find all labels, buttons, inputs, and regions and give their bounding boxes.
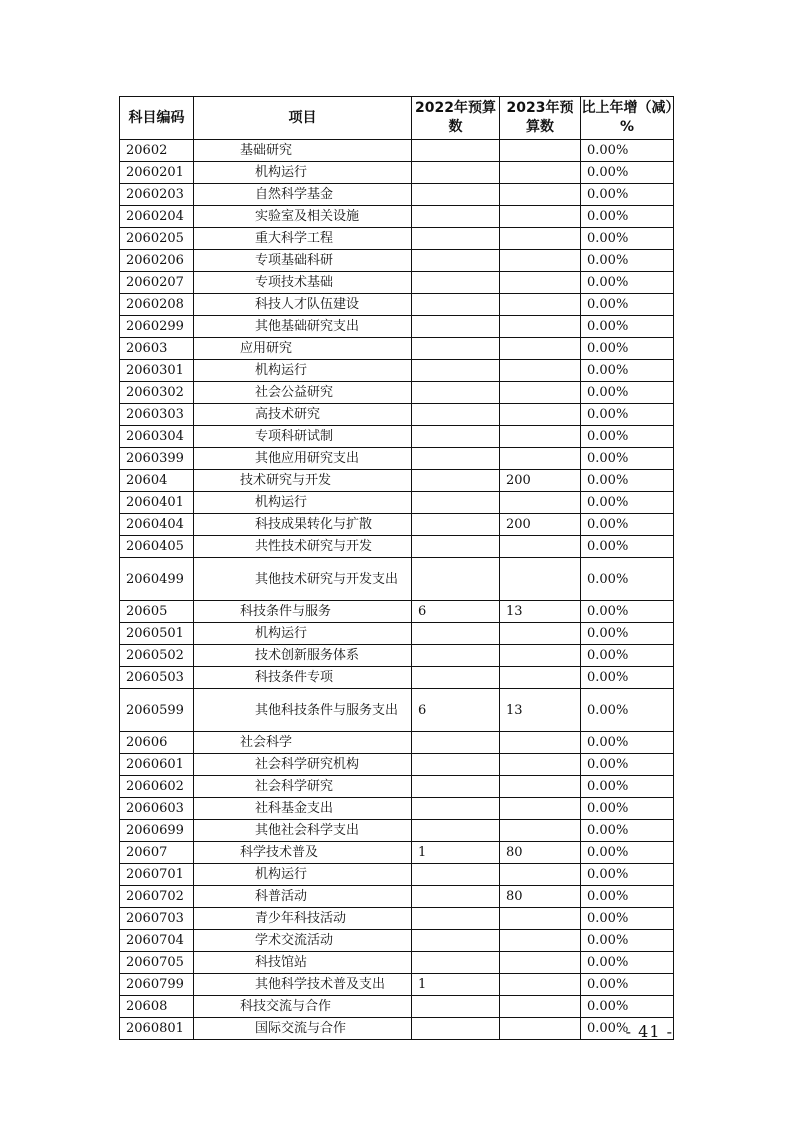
item-name-text: 青少年科技活动 <box>255 911 347 926</box>
cell-change-percent: 0.00% <box>581 316 674 338</box>
item-name-text: 机构运行 <box>255 626 308 641</box>
cell-2022-budget: 1 <box>412 842 500 864</box>
item-name-text: 技术创新服务体系 <box>255 648 360 663</box>
table-row <box>120 514 674 536</box>
cell-item-name <box>194 952 412 974</box>
cell-code: 2060301 <box>120 360 194 382</box>
cell-change-percent: 0.00% <box>581 820 674 842</box>
table-row <box>120 448 674 470</box>
cell-2023-budget <box>500 426 581 448</box>
cell-code: 20602 <box>120 140 194 162</box>
cell-2022-budget <box>412 667 500 689</box>
cell-2022-budget <box>412 294 500 316</box>
table-row <box>120 206 674 228</box>
cell-2023-budget: 13 <box>500 601 581 623</box>
cell-item-name <box>194 162 412 184</box>
cell-item-name <box>194 732 412 754</box>
table-row <box>120 316 674 338</box>
table-row <box>120 492 674 514</box>
item-name-text: 高技术研究 <box>255 407 321 422</box>
cell-code: 2060304 <box>120 426 194 448</box>
header-item: 项目 <box>194 97 412 140</box>
cell-change-percent: 0.00% <box>581 974 674 996</box>
table-row <box>120 601 674 623</box>
cell-item-name <box>194 206 412 228</box>
cell-item-name <box>194 184 412 206</box>
item-name-text: 国际交流与合作 <box>255 1021 347 1036</box>
cell-item-name <box>194 470 412 492</box>
table-row <box>120 470 674 492</box>
cell-code: 2060399 <box>120 448 194 470</box>
cell-change-percent: 0.00% <box>581 952 674 974</box>
item-name-text: 自然科学基金 <box>255 187 334 202</box>
item-name-text: 基础研究 <box>240 143 293 158</box>
cell-code: 2060401 <box>120 492 194 514</box>
cell-2022-budget <box>412 514 500 536</box>
cell-2022-budget <box>412 492 500 514</box>
cell-2022-budget <box>412 776 500 798</box>
cell-2023-budget: 80 <box>500 842 581 864</box>
item-name-text: 社会科学 <box>240 735 293 750</box>
item-name-text: 共性技术研究与开发 <box>255 539 373 554</box>
cell-code: 2060208 <box>120 294 194 316</box>
cell-2022-budget: 1 <box>412 974 500 996</box>
header-code: 科目编码 <box>120 97 194 140</box>
cell-code: 2060204 <box>120 206 194 228</box>
item-name-text: 机构运行 <box>255 363 308 378</box>
cell-code: 2060501 <box>120 623 194 645</box>
table-row <box>120 294 674 316</box>
cell-change-percent: 0.00% <box>581 908 674 930</box>
table-row <box>120 864 674 886</box>
cell-2023-budget <box>500 206 581 228</box>
cell-2023-budget <box>500 864 581 886</box>
page-number: - 41 - <box>625 1022 673 1041</box>
cell-item-name <box>194 930 412 952</box>
cell-2023-budget <box>500 820 581 842</box>
cell-code: 2060601 <box>120 754 194 776</box>
item-name-text: 社会科学研究 <box>255 779 334 794</box>
cell-2022-budget <box>412 645 500 667</box>
item-name-text: 科技条件专项 <box>255 670 334 685</box>
cell-item-name <box>194 382 412 404</box>
cell-item-name <box>194 601 412 623</box>
cell-code: 2060503 <box>120 667 194 689</box>
header-row <box>120 97 674 140</box>
item-name-text: 其他科学技术普及支出 <box>255 977 386 992</box>
cell-2023-budget <box>500 930 581 952</box>
cell-2022-budget <box>412 908 500 930</box>
cell-code: 20605 <box>120 601 194 623</box>
cell-change-percent: 0.00% <box>581 689 674 732</box>
cell-2023-budget <box>500 140 581 162</box>
item-name-text: 应用研究 <box>240 341 293 356</box>
cell-change-percent: 0.00% <box>581 536 674 558</box>
table-row <box>120 623 674 645</box>
item-name-text: 机构运行 <box>255 165 308 180</box>
cell-2023-budget <box>500 798 581 820</box>
table-row <box>120 776 674 798</box>
table-row <box>120 908 674 930</box>
cell-2022-budget <box>412 382 500 404</box>
cell-2023-budget <box>500 382 581 404</box>
cell-code: 2060603 <box>120 798 194 820</box>
cell-code: 2060404 <box>120 514 194 536</box>
cell-item-name <box>194 974 412 996</box>
cell-2023-budget <box>500 404 581 426</box>
cell-2022-budget <box>412 886 500 908</box>
item-name-text: 社会公益研究 <box>255 385 334 400</box>
cell-change-percent: 0.00% <box>581 886 674 908</box>
cell-change-percent: 0.00% <box>581 776 674 798</box>
cell-change-percent: 0.00% <box>581 864 674 886</box>
cell-code: 2060203 <box>120 184 194 206</box>
cell-change-percent: 0.00% <box>581 930 674 952</box>
cell-2023-budget <box>500 732 581 754</box>
cell-2023-budget <box>500 536 581 558</box>
cell-change-percent: 0.00% <box>581 338 674 360</box>
cell-change-percent: 0.00% <box>581 228 674 250</box>
cell-code: 2060205 <box>120 228 194 250</box>
cell-item-name <box>194 1018 412 1040</box>
table-row <box>120 754 674 776</box>
item-name-text: 科技交流与合作 <box>240 999 332 1014</box>
cell-2022-budget <box>412 448 500 470</box>
table-row <box>120 558 674 601</box>
cell-item-name <box>194 996 412 1018</box>
table-row <box>120 689 674 732</box>
item-name-text: 科技成果转化与扩散 <box>255 517 373 532</box>
cell-code: 20604 <box>120 470 194 492</box>
cell-2023-budget: 200 <box>500 470 581 492</box>
item-name-text: 其他基础研究支出 <box>255 319 360 334</box>
cell-code: 2060201 <box>120 162 194 184</box>
cell-2023-budget: 80 <box>500 886 581 908</box>
cell-code: 2060206 <box>120 250 194 272</box>
cell-2023-budget <box>500 492 581 514</box>
header-change-percent: 比上年增（减）% <box>581 97 674 140</box>
item-name-text: 机构运行 <box>255 495 308 510</box>
cell-2022-budget <box>412 228 500 250</box>
cell-code: 2060405 <box>120 536 194 558</box>
table-row <box>120 1018 674 1040</box>
cell-code: 2060705 <box>120 952 194 974</box>
item-name-text: 重大科学工程 <box>255 231 334 246</box>
cell-2022-budget <box>412 536 500 558</box>
table-row <box>120 338 674 360</box>
cell-item-name <box>194 338 412 360</box>
cell-change-percent: 0.00% <box>581 996 674 1018</box>
cell-2023-budget: 13 <box>500 689 581 732</box>
cell-item-name <box>194 228 412 250</box>
cell-change-percent: 0.00% <box>581 382 674 404</box>
cell-2022-budget <box>412 798 500 820</box>
cell-2022-budget <box>412 930 500 952</box>
cell-2022-budget: 6 <box>412 689 500 732</box>
cell-2023-budget <box>500 448 581 470</box>
cell-item-name <box>194 492 412 514</box>
cell-code: 20608 <box>120 996 194 1018</box>
cell-code: 2060299 <box>120 316 194 338</box>
cell-code: 2060704 <box>120 930 194 952</box>
table-row <box>120 404 674 426</box>
cell-change-percent: 0.00% <box>581 448 674 470</box>
item-name-text: 科普活动 <box>255 889 308 904</box>
cell-item-name <box>194 667 412 689</box>
cell-item-name <box>194 776 412 798</box>
header-2023-budget: 2023年预算数 <box>500 97 581 140</box>
cell-change-percent: 0.00% <box>581 140 674 162</box>
cell-item-name <box>194 820 412 842</box>
cell-item-name <box>194 514 412 536</box>
item-name-text: 专项科研试制 <box>255 429 334 444</box>
table-row <box>120 382 674 404</box>
cell-code: 2060703 <box>120 908 194 930</box>
table-row <box>120 952 674 974</box>
cell-2022-budget <box>412 732 500 754</box>
cell-change-percent: 0.00% <box>581 162 674 184</box>
table-body <box>120 140 674 1040</box>
cell-2023-budget <box>500 754 581 776</box>
cell-change-percent: 0.00% <box>581 754 674 776</box>
cell-code: 2060701 <box>120 864 194 886</box>
cell-change-percent: 0.00% <box>581 404 674 426</box>
cell-change-percent: 0.00% <box>581 1018 674 1040</box>
table-row <box>120 930 674 952</box>
cell-change-percent: 0.00% <box>581 514 674 536</box>
cell-item-name <box>194 140 412 162</box>
cell-item-name <box>194 404 412 426</box>
table-row <box>120 536 674 558</box>
cell-2023-budget <box>500 667 581 689</box>
cell-2022-budget <box>412 206 500 228</box>
table-row <box>120 842 674 864</box>
table-header <box>120 97 674 140</box>
cell-2022-budget <box>412 404 500 426</box>
cell-2023-budget <box>500 184 581 206</box>
cell-2022-budget <box>412 996 500 1018</box>
item-name-text: 其他应用研究支出 <box>255 451 360 466</box>
item-name-text: 机构运行 <box>255 867 308 882</box>
cell-2023-budget <box>500 558 581 601</box>
cell-2022-budget: 6 <box>412 601 500 623</box>
cell-item-name <box>194 886 412 908</box>
cell-code: 2060702 <box>120 886 194 908</box>
cell-code: 20607 <box>120 842 194 864</box>
cell-change-percent: 0.00% <box>581 732 674 754</box>
table-row <box>120 645 674 667</box>
cell-change-percent: 0.00% <box>581 206 674 228</box>
cell-item-name <box>194 798 412 820</box>
table-row <box>120 974 674 996</box>
cell-code: 20603 <box>120 338 194 360</box>
cell-2022-budget <box>412 754 500 776</box>
item-name-text: 其他科技条件与服务支出 <box>255 702 399 718</box>
item-name-text: 专项基础科研 <box>255 253 334 268</box>
table-row <box>120 426 674 448</box>
cell-item-name <box>194 250 412 272</box>
cell-change-percent: 0.00% <box>581 601 674 623</box>
cell-2022-budget <box>412 864 500 886</box>
item-name-text: 技术研究与开发 <box>240 473 332 488</box>
item-name-text: 其他技术研究与开发支出 <box>255 571 399 587</box>
cell-2022-budget <box>412 820 500 842</box>
cell-code: 2060602 <box>120 776 194 798</box>
cell-item-name <box>194 360 412 382</box>
cell-change-percent: 0.00% <box>581 492 674 514</box>
cell-2022-budget <box>412 162 500 184</box>
cell-change-percent: 0.00% <box>581 798 674 820</box>
cell-2023-budget <box>500 228 581 250</box>
cell-2022-budget <box>412 360 500 382</box>
item-name-text: 科学技术普及 <box>240 845 319 860</box>
cell-code: 2060799 <box>120 974 194 996</box>
cell-2023-budget <box>500 645 581 667</box>
item-name-text: 学术交流活动 <box>255 933 334 948</box>
cell-code: 2060502 <box>120 645 194 667</box>
table-row <box>120 140 674 162</box>
cell-2022-budget <box>412 952 500 974</box>
table-row <box>120 820 674 842</box>
cell-2023-budget <box>500 294 581 316</box>
cell-change-percent: 0.00% <box>581 272 674 294</box>
table-row <box>120 162 674 184</box>
item-name-text: 实验室及相关设施 <box>255 209 360 224</box>
table-row <box>120 272 674 294</box>
cell-2023-budget <box>500 250 581 272</box>
cell-2022-budget <box>412 184 500 206</box>
cell-change-percent: 0.00% <box>581 842 674 864</box>
budget-table <box>119 96 674 1040</box>
table-row <box>120 184 674 206</box>
cell-change-percent: 0.00% <box>581 360 674 382</box>
table-row <box>120 250 674 272</box>
cell-item-name <box>194 448 412 470</box>
cell-change-percent: 0.00% <box>581 667 674 689</box>
cell-2022-budget <box>412 426 500 448</box>
cell-change-percent: 0.00% <box>581 645 674 667</box>
cell-change-percent: 0.00% <box>581 426 674 448</box>
cell-change-percent: 0.00% <box>581 294 674 316</box>
cell-2023-budget <box>500 952 581 974</box>
table-row <box>120 996 674 1018</box>
item-name-text: 科技馆站 <box>255 955 308 970</box>
cell-2022-budget <box>412 250 500 272</box>
cell-change-percent: 0.00% <box>581 558 674 601</box>
cell-change-percent: 0.00% <box>581 623 674 645</box>
cell-2023-budget <box>500 776 581 798</box>
cell-2022-budget <box>412 1018 500 1040</box>
item-name-text: 社科基金支出 <box>255 801 334 816</box>
cell-2023-budget <box>500 1018 581 1040</box>
cell-2023-budget <box>500 623 581 645</box>
table-row <box>120 732 674 754</box>
cell-item-name <box>194 864 412 886</box>
cell-2023-budget <box>500 908 581 930</box>
cell-code: 2060302 <box>120 382 194 404</box>
table-row <box>120 667 674 689</box>
header-2022-budget: 2022年预算数 <box>412 97 500 140</box>
cell-2022-budget <box>412 272 500 294</box>
cell-2023-budget <box>500 162 581 184</box>
cell-item-name <box>194 558 412 601</box>
cell-item-name <box>194 272 412 294</box>
cell-item-name <box>194 536 412 558</box>
table-row <box>120 886 674 908</box>
cell-item-name <box>194 842 412 864</box>
cell-2023-budget <box>500 338 581 360</box>
cell-item-name <box>194 316 412 338</box>
item-name-text: 科技人才队伍建设 <box>255 297 360 312</box>
cell-change-percent: 0.00% <box>581 250 674 272</box>
table-row <box>120 360 674 382</box>
cell-item-name <box>194 645 412 667</box>
cell-code: 2060599 <box>120 689 194 732</box>
item-name-text: 专项技术基础 <box>255 275 334 290</box>
cell-code: 2060303 <box>120 404 194 426</box>
item-name-text: 社会科学研究机构 <box>255 757 360 772</box>
cell-item-name <box>194 908 412 930</box>
cell-code: 2060499 <box>120 558 194 601</box>
cell-2022-budget <box>412 338 500 360</box>
table-row <box>120 228 674 250</box>
cell-item-name <box>194 623 412 645</box>
cell-2022-budget <box>412 470 500 492</box>
cell-2023-budget <box>500 974 581 996</box>
cell-code: 20606 <box>120 732 194 754</box>
cell-code: 2060207 <box>120 272 194 294</box>
cell-item-name <box>194 689 412 732</box>
item-name-text: 其他社会科学支出 <box>255 823 360 838</box>
cell-code: 2060699 <box>120 820 194 842</box>
cell-2022-budget <box>412 316 500 338</box>
cell-2023-budget <box>500 360 581 382</box>
cell-2023-budget <box>500 316 581 338</box>
item-name-text: 科技条件与服务 <box>240 604 332 619</box>
cell-2022-budget <box>412 140 500 162</box>
cell-2022-budget <box>412 558 500 601</box>
cell-2023-budget: 200 <box>500 514 581 536</box>
cell-code: 2060801 <box>120 1018 194 1040</box>
cell-change-percent: 0.00% <box>581 470 674 492</box>
cell-item-name <box>194 426 412 448</box>
table-row <box>120 798 674 820</box>
cell-change-percent: 0.00% <box>581 184 674 206</box>
cell-2023-budget <box>500 996 581 1018</box>
cell-2023-budget <box>500 272 581 294</box>
cell-item-name <box>194 754 412 776</box>
cell-2022-budget <box>412 623 500 645</box>
cell-item-name <box>194 294 412 316</box>
